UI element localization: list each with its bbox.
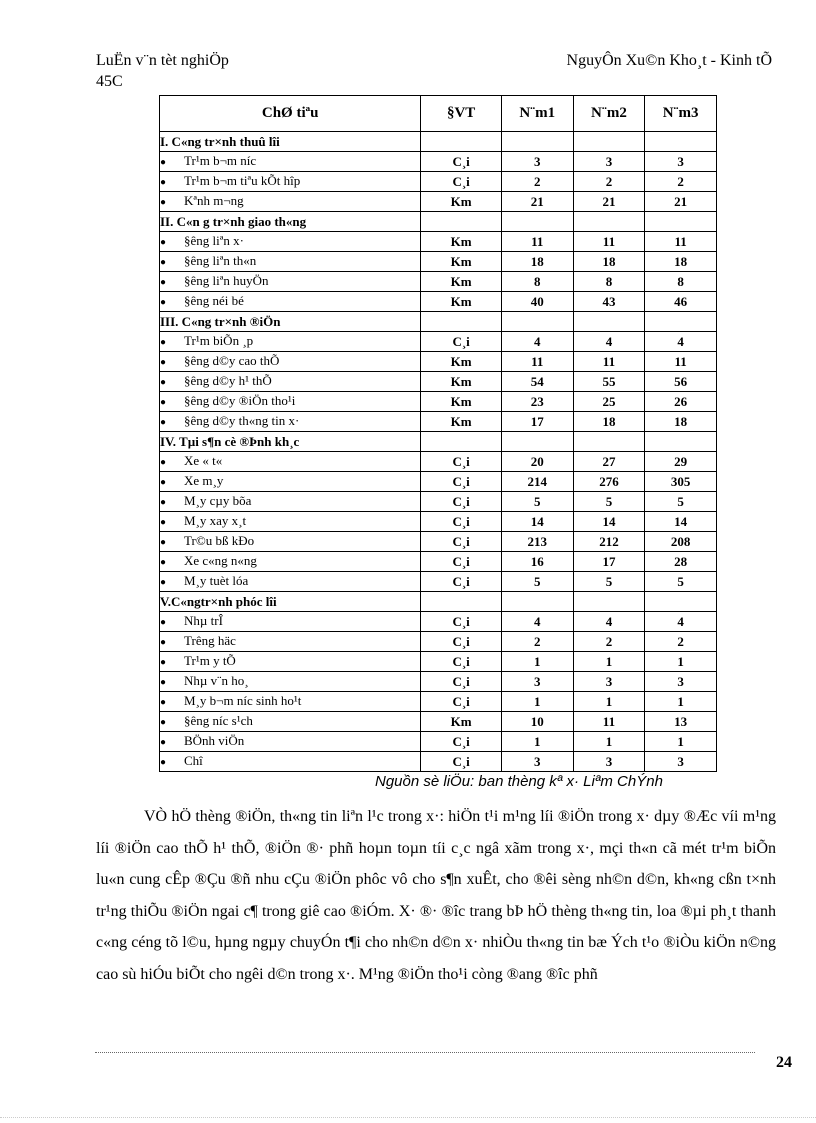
table-row [160, 352, 717, 372]
item-name-cell [160, 392, 421, 412]
table-row [160, 632, 717, 652]
item-name-cell [160, 412, 421, 432]
table-section-row [160, 132, 717, 152]
bullet-icon: ● [160, 557, 167, 568]
item-name: §êng d©y h¹ thÕ [184, 373, 272, 388]
year3-value: 2 [645, 632, 717, 652]
table-row [160, 412, 717, 432]
column-header-year1: N¨m1 [501, 96, 573, 132]
year3-value: 21 [645, 192, 717, 212]
year2-value: 11 [573, 232, 645, 252]
year3-value: 29 [645, 452, 717, 472]
year2-value: 1 [573, 652, 645, 672]
bullet-icon: ● [160, 657, 167, 668]
year1-value: 2 [501, 632, 573, 652]
item-name: Tr¹m b¬m tiªu kÕt hîp [184, 173, 301, 188]
table-row [160, 372, 717, 392]
year3-value: 28 [645, 552, 717, 572]
item-name: Tr©u bß kÐo [184, 533, 255, 548]
unit-cell: Km [421, 292, 502, 312]
year3-value: 18 [645, 252, 717, 272]
table-section-row [160, 312, 717, 332]
item-name-cell [160, 232, 421, 252]
year3-value: 13 [645, 712, 717, 732]
item-name-cell [160, 152, 421, 172]
table-row [160, 732, 717, 752]
bullet-icon: ● [160, 677, 167, 688]
bullet-icon: ● [160, 417, 167, 428]
table-row [160, 552, 717, 572]
bullet-icon: ● [160, 697, 167, 708]
year1-value: 1 [501, 732, 573, 752]
unit-cell: C¸i [421, 512, 502, 532]
unit-cell: C¸i [421, 452, 502, 472]
section-title: II. C«n g tr×nh giao th«ng [160, 212, 421, 232]
year1-value: 2 [501, 172, 573, 192]
bullet-icon: ● [160, 477, 167, 488]
year2-value: 21 [573, 192, 645, 212]
empty-cell [645, 212, 717, 232]
year2-value: 5 [573, 492, 645, 512]
column-header-unit: §VT [421, 96, 502, 132]
table-row [160, 272, 717, 292]
header-left [96, 50, 229, 92]
item-name-cell [160, 352, 421, 372]
item-name-cell [160, 752, 421, 772]
item-name-cell [160, 192, 421, 212]
item-name: Xe c«ng n«ng [184, 553, 257, 568]
class-code: 45C [96, 73, 123, 90]
unit-cell: Km [421, 192, 502, 212]
year2-value: 3 [573, 672, 645, 692]
table-row [160, 232, 717, 252]
year3-value: 2 [645, 172, 717, 192]
item-name-cell [160, 292, 421, 312]
year3-value: 11 [645, 352, 717, 372]
empty-cell [573, 212, 645, 232]
table-row [160, 172, 717, 192]
item-name-cell [160, 652, 421, 672]
item-name-cell [160, 172, 421, 192]
item-name: BÖnh viÖn [184, 733, 245, 748]
item-name-cell [160, 332, 421, 352]
table-row [160, 492, 717, 512]
year1-value: 1 [501, 652, 573, 672]
unit-cell: C¸i [421, 572, 502, 592]
year3-value: 18 [645, 412, 717, 432]
page-number: 24 [776, 1054, 792, 1071]
bullet-icon: ● [160, 717, 167, 728]
unit-cell: C¸i [421, 492, 502, 512]
infrastructure-table [159, 95, 717, 772]
year2-value: 2 [573, 632, 645, 652]
year3-value: 14 [645, 512, 717, 532]
table-row [160, 192, 717, 212]
item-name: §êng níc s¹ch [184, 713, 253, 728]
bullet-icon: ● [160, 297, 167, 308]
empty-cell [501, 432, 573, 452]
unit-cell: Km [421, 272, 502, 292]
empty-cell [501, 212, 573, 232]
empty-cell [421, 592, 502, 612]
unit-cell: C¸i [421, 172, 502, 192]
table-row [160, 332, 717, 352]
item-name-cell [160, 472, 421, 492]
table-row [160, 512, 717, 532]
table-section-row [160, 592, 717, 612]
year2-value: 43 [573, 292, 645, 312]
item-name: §êng d©y cao thÕ [184, 353, 280, 368]
item-name: §êng d©y th«ng tin x· [184, 413, 300, 428]
year1-value: 8 [501, 272, 573, 292]
unit-cell: C¸i [421, 672, 502, 692]
bullet-icon: ● [160, 277, 167, 288]
year1-value: 11 [501, 232, 573, 252]
year1-value: 213 [501, 532, 573, 552]
source-note: Nguồn sè liÖu: ban thèng kª x· Liªm ChÝnh [375, 773, 663, 790]
year1-value: 4 [501, 332, 573, 352]
section-title: IV. Tµi s¶n cè ®Þnh kh¸c [160, 432, 421, 452]
year2-value: 14 [573, 512, 645, 532]
item-name-cell [160, 692, 421, 712]
unit-cell: C¸i [421, 652, 502, 672]
column-header-year3: N¨m3 [645, 96, 717, 132]
item-name: M¸y cµy bõa [184, 493, 252, 508]
item-name-cell [160, 452, 421, 472]
year2-value: 276 [573, 472, 645, 492]
year2-value: 3 [573, 152, 645, 172]
item-name: §êng liªn th«n [184, 253, 257, 268]
section-title: V.C«ngtr×nh phóc lîi [160, 592, 421, 612]
bullet-icon: ● [160, 457, 167, 468]
item-name-cell [160, 552, 421, 572]
page-bottom-divider [0, 1117, 816, 1118]
item-name: §êng liªn x· [184, 233, 244, 248]
item-name: Tr¹m b¬m níc [184, 153, 257, 168]
footer-divider [95, 1052, 755, 1053]
bullet-icon: ● [160, 757, 167, 768]
unit-cell: Km [421, 392, 502, 412]
year3-value: 3 [645, 752, 717, 772]
year3-value: 4 [645, 612, 717, 632]
bullet-icon: ● [160, 237, 167, 248]
unit-cell: Km [421, 712, 502, 732]
bullet-icon: ● [160, 177, 167, 188]
empty-cell [645, 592, 717, 612]
item-name: M¸y b¬m níc sinh ho¹t [184, 693, 302, 708]
item-name: Xe m¸y [184, 473, 224, 488]
table-row [160, 612, 717, 632]
bullet-icon: ● [160, 637, 167, 648]
item-name-cell [160, 612, 421, 632]
bullet-icon: ● [160, 737, 167, 748]
empty-cell [573, 432, 645, 452]
table-row [160, 392, 717, 412]
year3-value: 11 [645, 232, 717, 252]
item-name-cell [160, 632, 421, 652]
item-name-cell [160, 252, 421, 272]
year3-value: 3 [645, 152, 717, 172]
unit-cell: C¸i [421, 552, 502, 572]
unit-cell: Km [421, 412, 502, 432]
year1-value: 18 [501, 252, 573, 272]
item-name-cell [160, 372, 421, 392]
year2-value: 27 [573, 452, 645, 472]
empty-cell [645, 312, 717, 332]
unit-cell: Km [421, 352, 502, 372]
year1-value: 3 [501, 152, 573, 172]
empty-cell [501, 592, 573, 612]
year2-value: 11 [573, 712, 645, 732]
year3-value: 1 [645, 732, 717, 752]
year1-value: 21 [501, 192, 573, 212]
empty-cell [501, 312, 573, 332]
empty-cell [421, 212, 502, 232]
item-name: Nhµ trÎ [184, 613, 223, 628]
year3-value: 1 [645, 692, 717, 712]
year3-value: 208 [645, 532, 717, 552]
item-name: M¸y xay x¸t [184, 513, 247, 528]
table-row [160, 292, 717, 312]
unit-cell: C¸i [421, 732, 502, 752]
item-name: Nhµ v¨n ho¸ [184, 673, 249, 688]
year2-value: 55 [573, 372, 645, 392]
year2-value: 1 [573, 692, 645, 712]
year2-value: 4 [573, 612, 645, 632]
year1-value: 214 [501, 472, 573, 492]
item-name-cell [160, 732, 421, 752]
year2-value: 17 [573, 552, 645, 572]
bullet-icon: ● [160, 537, 167, 548]
bullet-icon: ● [160, 257, 167, 268]
year3-value: 46 [645, 292, 717, 312]
year3-value: 4 [645, 332, 717, 352]
unit-cell: C¸i [421, 612, 502, 632]
unit-cell: C¸i [421, 692, 502, 712]
column-header-year2: N¨m2 [573, 96, 645, 132]
year1-value: 20 [501, 452, 573, 472]
thesis-title: LuËn v¨n tèt nghiÖp [96, 52, 229, 69]
year1-value: 16 [501, 552, 573, 572]
table-row [160, 572, 717, 592]
year3-value: 26 [645, 392, 717, 412]
unit-cell: C¸i [421, 152, 502, 172]
year3-value: 3 [645, 672, 717, 692]
unit-cell: Km [421, 372, 502, 392]
item-name-cell [160, 572, 421, 592]
table-row [160, 712, 717, 732]
year1-value: 54 [501, 372, 573, 392]
bullet-icon: ● [160, 197, 167, 208]
table-row [160, 452, 717, 472]
item-name: Trêng häc [184, 633, 236, 648]
table-row [160, 532, 717, 552]
year2-value: 11 [573, 352, 645, 372]
item-name-cell [160, 512, 421, 532]
empty-cell [645, 432, 717, 452]
year2-value: 4 [573, 332, 645, 352]
item-name: Xe « t« [184, 453, 223, 468]
year1-value: 3 [501, 752, 573, 772]
unit-cell: C¸i [421, 532, 502, 552]
bullet-icon: ● [160, 157, 167, 168]
table-row [160, 752, 717, 772]
item-name: Kªnh m¬ng [184, 193, 244, 208]
table-row [160, 692, 717, 712]
bullet-icon: ● [160, 577, 167, 588]
bullet-icon: ● [160, 377, 167, 388]
empty-cell [573, 312, 645, 332]
item-name-cell [160, 532, 421, 552]
author-name: NguyÔn Xu©n Kho¸t - Kinh tÕ [566, 52, 772, 69]
year1-value: 11 [501, 352, 573, 372]
year2-value: 5 [573, 572, 645, 592]
empty-cell [573, 592, 645, 612]
table-row [160, 152, 717, 172]
year1-value: 10 [501, 712, 573, 732]
table-section-row [160, 432, 717, 452]
year1-value: 14 [501, 512, 573, 532]
unit-cell: C¸i [421, 472, 502, 492]
empty-cell [421, 132, 502, 152]
year2-value: 25 [573, 392, 645, 412]
year1-value: 40 [501, 292, 573, 312]
item-name: Chî [184, 753, 203, 768]
year2-value: 212 [573, 532, 645, 552]
table-row [160, 652, 717, 672]
year3-value: 305 [645, 472, 717, 492]
item-name-cell [160, 272, 421, 292]
year1-value: 5 [501, 572, 573, 592]
year2-value: 3 [573, 752, 645, 772]
item-name-cell [160, 672, 421, 692]
item-name-cell [160, 712, 421, 732]
table-row [160, 252, 717, 272]
year3-value: 8 [645, 272, 717, 292]
year2-value: 2 [573, 172, 645, 192]
unit-cell: Km [421, 252, 502, 272]
unit-cell: C¸i [421, 632, 502, 652]
year3-value: 5 [645, 572, 717, 592]
year3-value: 1 [645, 652, 717, 672]
empty-cell [501, 132, 573, 152]
table-row [160, 472, 717, 492]
bullet-icon: ● [160, 337, 167, 348]
table-body [160, 132, 717, 772]
table-header-row [160, 96, 717, 132]
bullet-icon: ● [160, 617, 167, 628]
table-row [160, 672, 717, 692]
year2-value: 18 [573, 252, 645, 272]
year1-value: 4 [501, 612, 573, 632]
column-header-indicator: ChØ tiªu [160, 96, 421, 132]
unit-cell: C¸i [421, 332, 502, 352]
item-name-cell [160, 492, 421, 512]
year3-value: 5 [645, 492, 717, 512]
item-name: §êng néi bé [184, 293, 244, 308]
year2-value: 8 [573, 272, 645, 292]
year2-value: 1 [573, 732, 645, 752]
item-name: §êng d©y ®iÖn tho¹i [184, 393, 296, 408]
body-paragraph: VÒ hÖ thèng ®iÖn, th«ng tin liªn l¹c trong x·: hiÖn t¹i m¹ng líi ®iÖn trong x· dµy ®Æc víi m¹ng líi ®iÖn cao thÕ h¹ thÕ, ®iÖn ®· phñ hoµn toµn tíi c¸c ngâ xãm trong x·, mçi th«n cã mét tr¹m biÕn lu«n cung cÊp ®Çu ®ñ nhu cÇu ®iÖn phôc vô cho s¶n xuÊt, cho ®êi sèng nh©n d©n, kh«ng cßn t×nh tr¹ng thiÕu ®iÖn ngai c¶ trong giê cao ®iÓm. X· ®· ®îc trang bÞ hÖ thèng th«ng tin, loa ®µi ph¸t thanh c«ng céng tõ l©u, hµng ngµy chuyÓn t¶i cho nh©n d©n x· nhiÒu th«ng tin bæ Ých t¹o ®iÒu kiÖn n©ng cao sù hiÓu biÕt cho ngêi d©n trong x·. M¹ng ®iÖn tho¹i còng ®ang ®îc phñ [96, 808, 776, 983]
section-title: I. C«ng tr×nh thuû lîi [160, 132, 421, 152]
item-name: M¸y tuèt lóa [184, 573, 249, 588]
year2-value: 18 [573, 412, 645, 432]
year1-value: 17 [501, 412, 573, 432]
table-section-row [160, 212, 717, 232]
bullet-icon: ● [160, 357, 167, 368]
bullet-icon: ● [160, 397, 167, 408]
item-name: §êng liªn huyÖn [184, 273, 269, 288]
section-title: III. C«ng tr×nh ®iÖn [160, 312, 421, 332]
empty-cell [645, 132, 717, 152]
year1-value: 1 [501, 692, 573, 712]
unit-cell: C¸i [421, 752, 502, 772]
year1-value: 5 [501, 492, 573, 512]
empty-cell [573, 132, 645, 152]
bullet-icon: ● [160, 517, 167, 528]
item-name: Tr¹m y tÕ [184, 653, 236, 668]
year3-value: 56 [645, 372, 717, 392]
unit-cell: Km [421, 232, 502, 252]
year1-value: 23 [501, 392, 573, 412]
empty-cell [421, 312, 502, 332]
year1-value: 3 [501, 672, 573, 692]
bullet-icon: ● [160, 497, 167, 508]
item-name: Tr¹m biÕn ¸p [184, 333, 254, 348]
empty-cell [421, 432, 502, 452]
